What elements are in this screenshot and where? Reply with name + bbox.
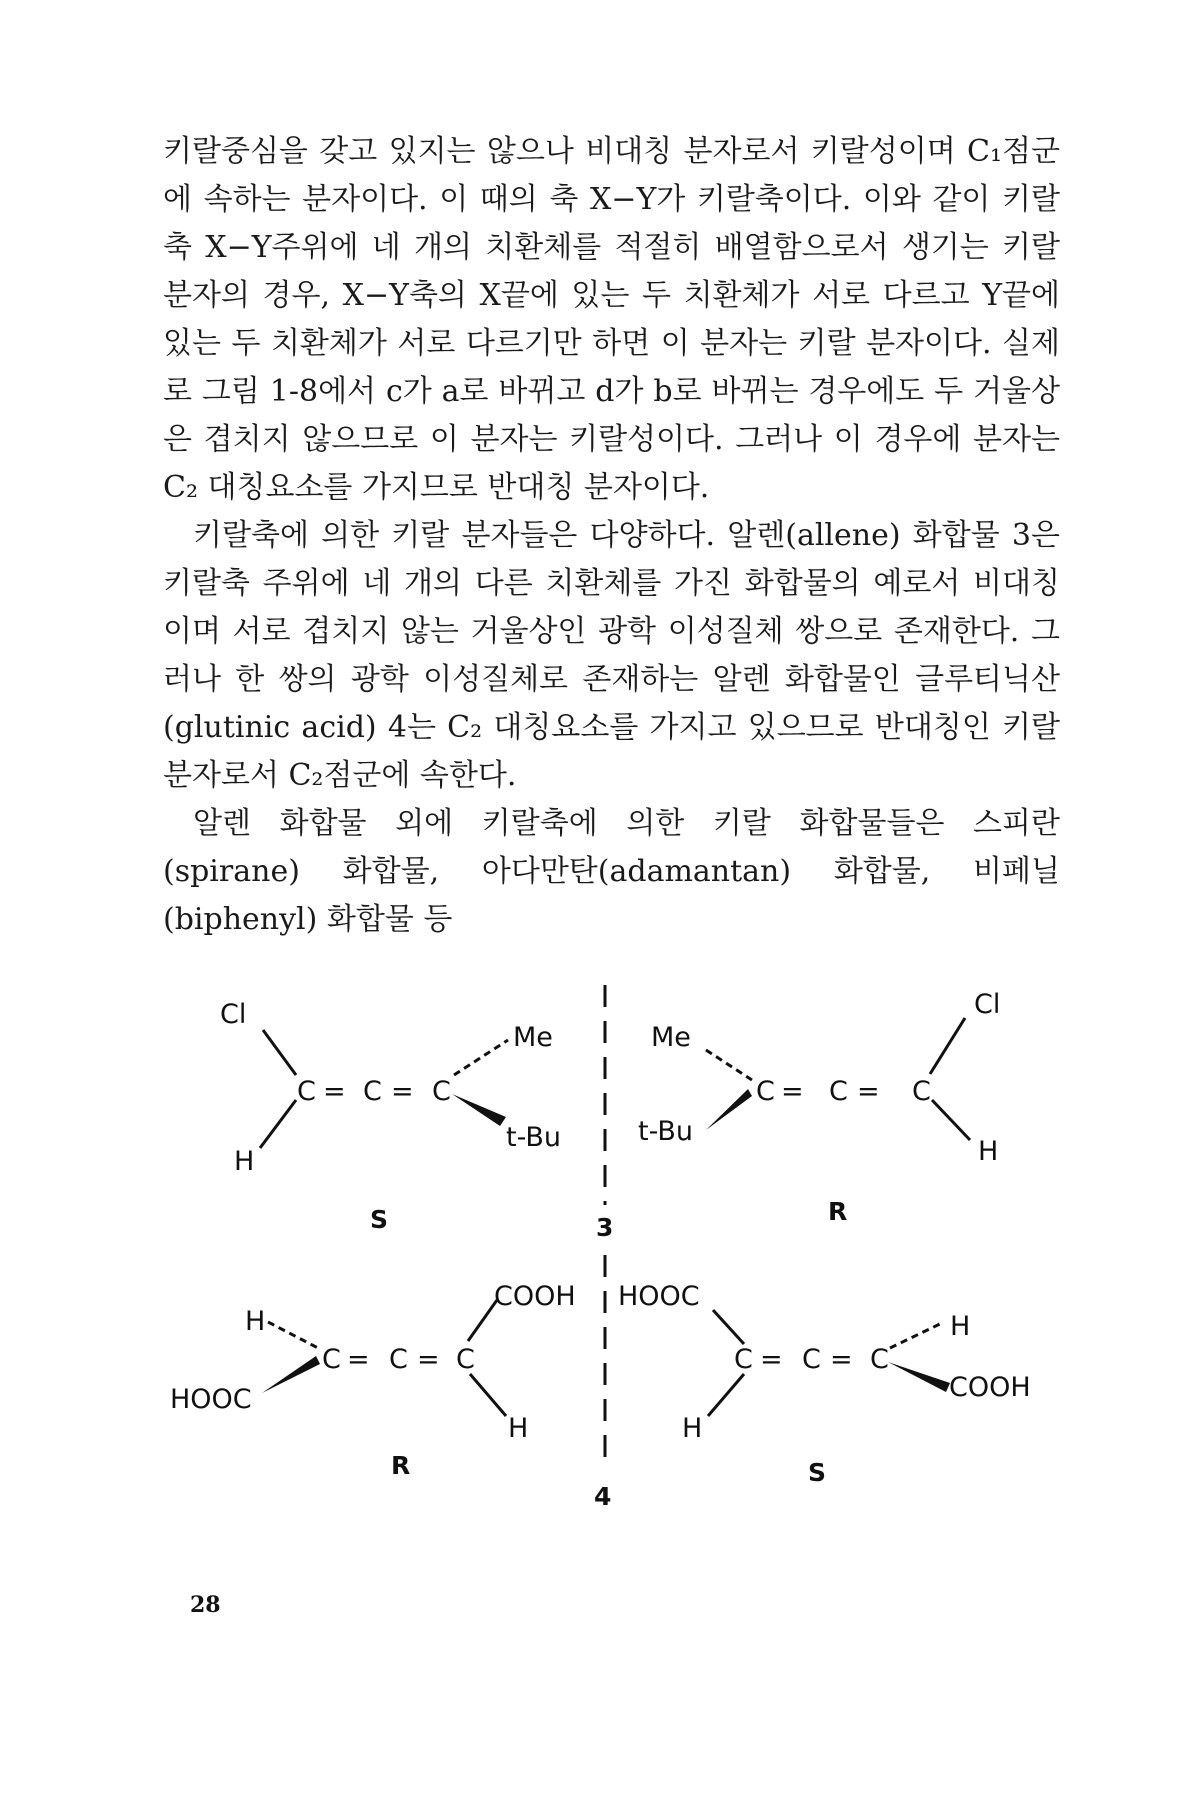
hooc-label: HOOC (170, 1384, 252, 1415)
wedge-bond-hooc (262, 1356, 320, 1393)
compound-number-4: 4 (594, 1482, 612, 1511)
wedge-bond-tbu (706, 1089, 752, 1130)
carbon-1-label: C (756, 1076, 775, 1107)
hashed-bond-me (454, 1040, 508, 1075)
bond-1-label: = (323, 1076, 346, 1107)
carbon-2-label: C (829, 1076, 848, 1107)
bond-c-cl (930, 1018, 965, 1074)
hashed-bond-me (706, 1050, 752, 1080)
hydrogen-dash-label: H (950, 1311, 971, 1342)
bond-c-cooh (468, 1300, 497, 1341)
compound-4-right (618, 1281, 1031, 1487)
wedge-bond-cooh (888, 1362, 950, 1392)
cooh-label: COOH (494, 1281, 576, 1312)
paragraph-1: 키랄중심을 갖고 있지는 않으나 비대칭 분자로서 키랄성이며 C₁점군에 속하는 분자이다. 이 때의 축 X−Y가 키랄축이다. 이와 같이 키랄축 X−Y주위에 네 개의 치환체를 적절히 배열함으로서 생기는 키랄 분자의 경우, X−Y축의 X끝에 있는 두 치환체가 서로 다르고 Y끝에 있는 두 치환체가 서로 다르기만 하면 이 분자는 키랄 분자이다. 실제로 그림 1-8에서 c가 a로 바뀌고 d가 b로 바뀌는 경우에도 두 거울상은 겹치지 않으므로 이 분자는 키랄성이다. 그러나 이 경우에 분자는 C₂ 대칭요소를 가지므로 반대칭 분자이다. (163, 134, 1060, 505)
chlorine-label: Cl (974, 989, 1001, 1020)
carbon-1-label: C (322, 1344, 341, 1375)
hooc-label: HOOC (618, 1281, 700, 1312)
bond-c-h (260, 1100, 296, 1148)
compound-3-right (638, 989, 1000, 1226)
bond-1-label: = (347, 1344, 370, 1375)
hashed-bond-h (268, 1322, 318, 1348)
carbon-2-label: C (363, 1076, 382, 1107)
carbon-2-label: C (389, 1344, 408, 1375)
hydrogen-label: H (508, 1413, 529, 1444)
carbon-3-label: C (456, 1344, 475, 1375)
wedge-bond-tbu (452, 1094, 506, 1126)
bond-c-cl (263, 1030, 296, 1075)
cooh-label: COOH (949, 1372, 1031, 1403)
hydrogen-label: H (682, 1413, 703, 1444)
bond-c-h (470, 1374, 506, 1416)
bond-1-label: = (781, 1076, 804, 1107)
carbon-1-label: C (297, 1076, 316, 1107)
tert-butyl-label: t-Bu (506, 1122, 562, 1153)
compound-4-left (170, 1281, 576, 1480)
bond-2-label: = (857, 1076, 880, 1107)
carbon-1-label: C (734, 1344, 753, 1375)
carbon-3-label: C (870, 1344, 889, 1375)
hydrogen-label: H (978, 1136, 999, 1167)
page-number: 28 (190, 1592, 221, 1618)
bond-2-label: = (417, 1344, 440, 1375)
compound-number-3: 3 (596, 1213, 614, 1242)
bond-1-label: = (760, 1344, 783, 1375)
methyl-label: Me (513, 1022, 553, 1053)
bond-c-hooc (713, 1310, 744, 1344)
bond-c-h (708, 1374, 744, 1416)
carbon-3-label: C (912, 1076, 931, 1107)
bond-c-h (932, 1100, 970, 1140)
config-label-s: S (808, 1458, 827, 1487)
carbon-3-label: C (432, 1076, 451, 1107)
chlorine-label: Cl (220, 999, 247, 1030)
tert-butyl-label: t-Bu (638, 1116, 694, 1147)
hydrogen-label: H (234, 1146, 255, 1177)
hashed-bond-h (890, 1322, 944, 1348)
methyl-label: Me (651, 1022, 691, 1053)
config-label-r: R (391, 1451, 411, 1480)
config-label-s: S (370, 1205, 389, 1234)
config-label-r: R (828, 1197, 848, 1226)
bond-2-label: = (830, 1344, 853, 1375)
paragraph-2: 키랄축에 의한 키랄 분자들은 다양하다. 알렌(allene) 화합물 3은 키랄축 주위에 네 개의 다른 치환체를 가진 화합물의 예로서 비대칭이며 서로 겹치지 않는 거울상인 광학 이성질체 쌍으로 존재한다. 그러나 한 쌍의 광학 이성질체로 존재하는 알렌 화합물인 글루티닉산 (glutinic acid) 4는 C₂ 대칭요소를 가지고 있으므로 반대칭인 키랄분자로서 C₂점군에 속한다. (163, 518, 1060, 793)
carbon-2-label: C (802, 1344, 821, 1375)
bond-2-label: = (391, 1076, 414, 1107)
hydrogen-dash-label: H (245, 1306, 266, 1337)
paragraph-3: 알렌 화합물 외에 키랄축에 의한 키랄 화합물들은 스피란(spirane) 화합물, 아다만탄(adamantan) 화합물, 비페닐(biphenyl) 화합물 등 (163, 806, 1060, 937)
compound-3-left (220, 999, 561, 1234)
